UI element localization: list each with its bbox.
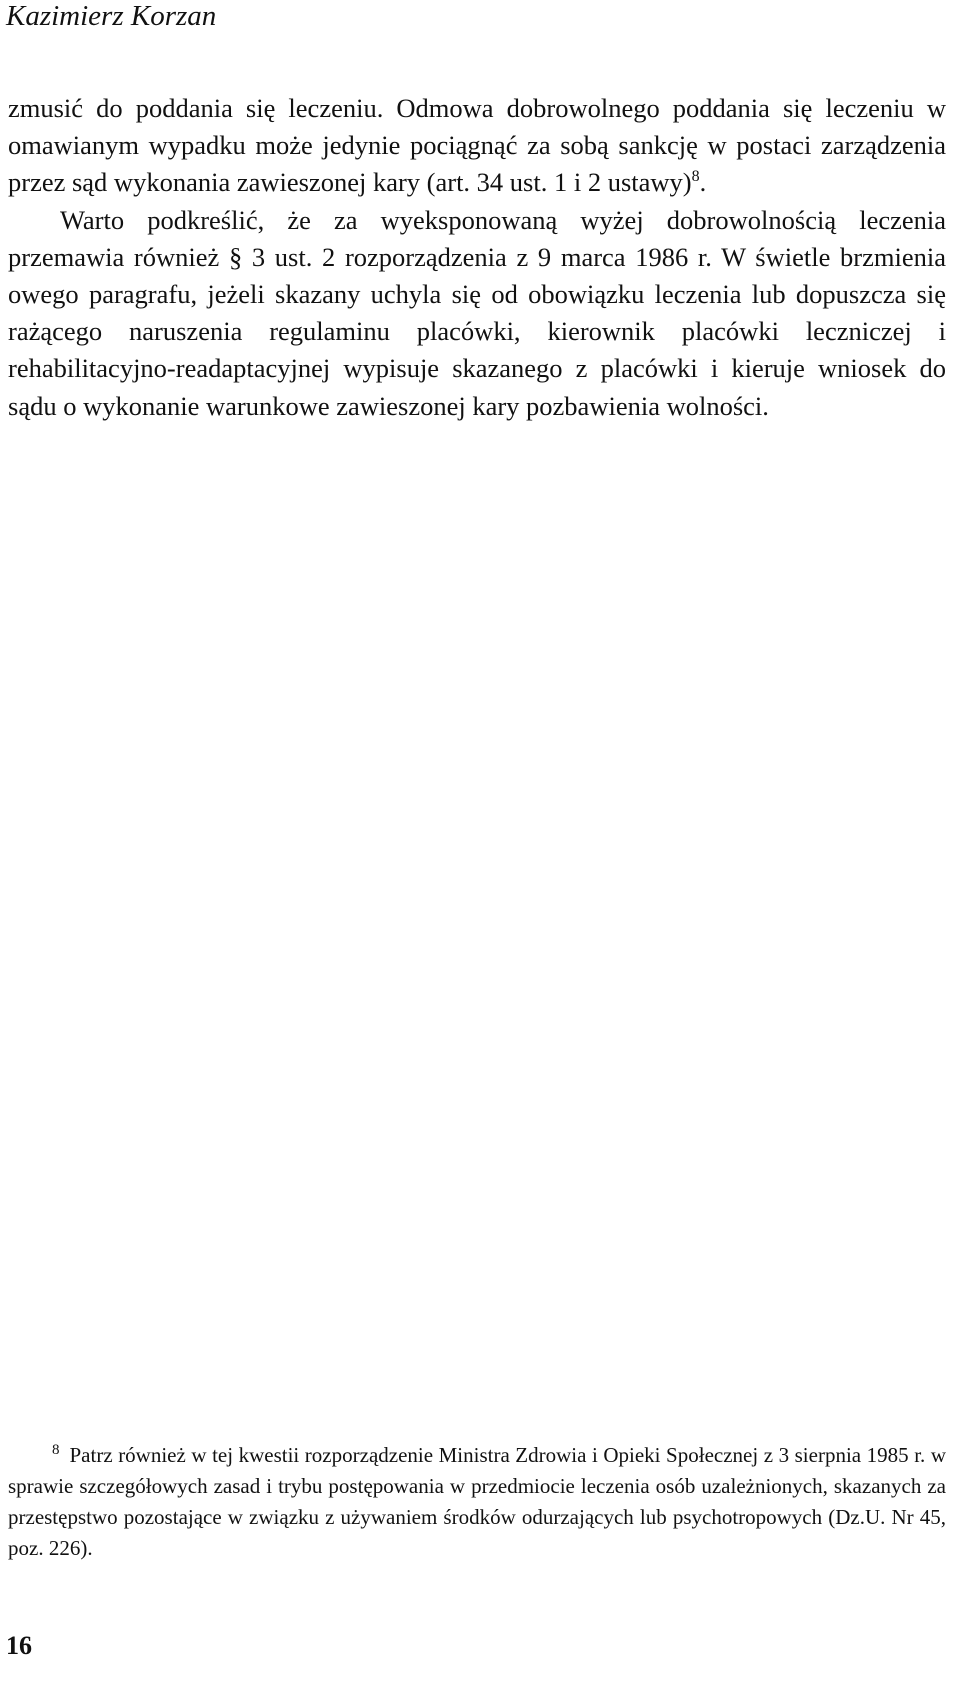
- paragraph-2: Warto podkreślić, że za wyeksponowaną wyżej dobrowolnością leczenia przemawia również § 3 ust. 2 rozporządzenia z 9 marca 1986 r. W świetle brzmienia owego paragrafu, jeżeli skazany uchyla się od obowiązku leczenia lub dopuszcza się rażącego naruszenia regulaminu placówki, kierownik placówki leczniczej i rehabilitacyjno-readaptacyjnej wypisuje skazanego z placówki i kieruje wniosek do sądu o wykonanie warunkowe zawieszonej kary pozbawienia wolności.: [8, 204, 946, 421]
- main-text: [8, 90, 946, 425]
- footnote-number: 8: [52, 1442, 60, 1458]
- page-number: 16: [6, 1631, 32, 1660]
- paragraph-1-tail: .: [699, 167, 707, 198]
- running-header-author: Kazimierz Korzan: [6, 0, 217, 32]
- paragraph-1: [8, 90, 946, 202]
- paragraph-1-text: zmusić do poddania się leczeniu. Odmowa dobrowolnego poddania się leczeniu w omawianym wypadku może jedynie pociągnąć za sobą sankcję w postaci zarządzenia przez sąd wykonania zawieszonej kary (art. 34 ust. 1 i 2 ustawy): [8, 93, 946, 198]
- footnote-reference[interactable]: 8: [691, 168, 700, 186]
- footnote: [8, 1440, 946, 1564]
- footnote-text: Patrz również w tej kwestii rozporządzenie Ministra Zdrowia i Opieki Społecznej z 3 sierpnia 1985 r. w sprawie szczegółowych zasad i trybu postępowania w przedmiocie leczenia osób uzależnionych, skazanych za przestępstwo pozostające w związku z używaniem środków odurzających lub psychotropowych (Dz.U. Nr 45, poz. 226).: [8, 1443, 946, 1560]
